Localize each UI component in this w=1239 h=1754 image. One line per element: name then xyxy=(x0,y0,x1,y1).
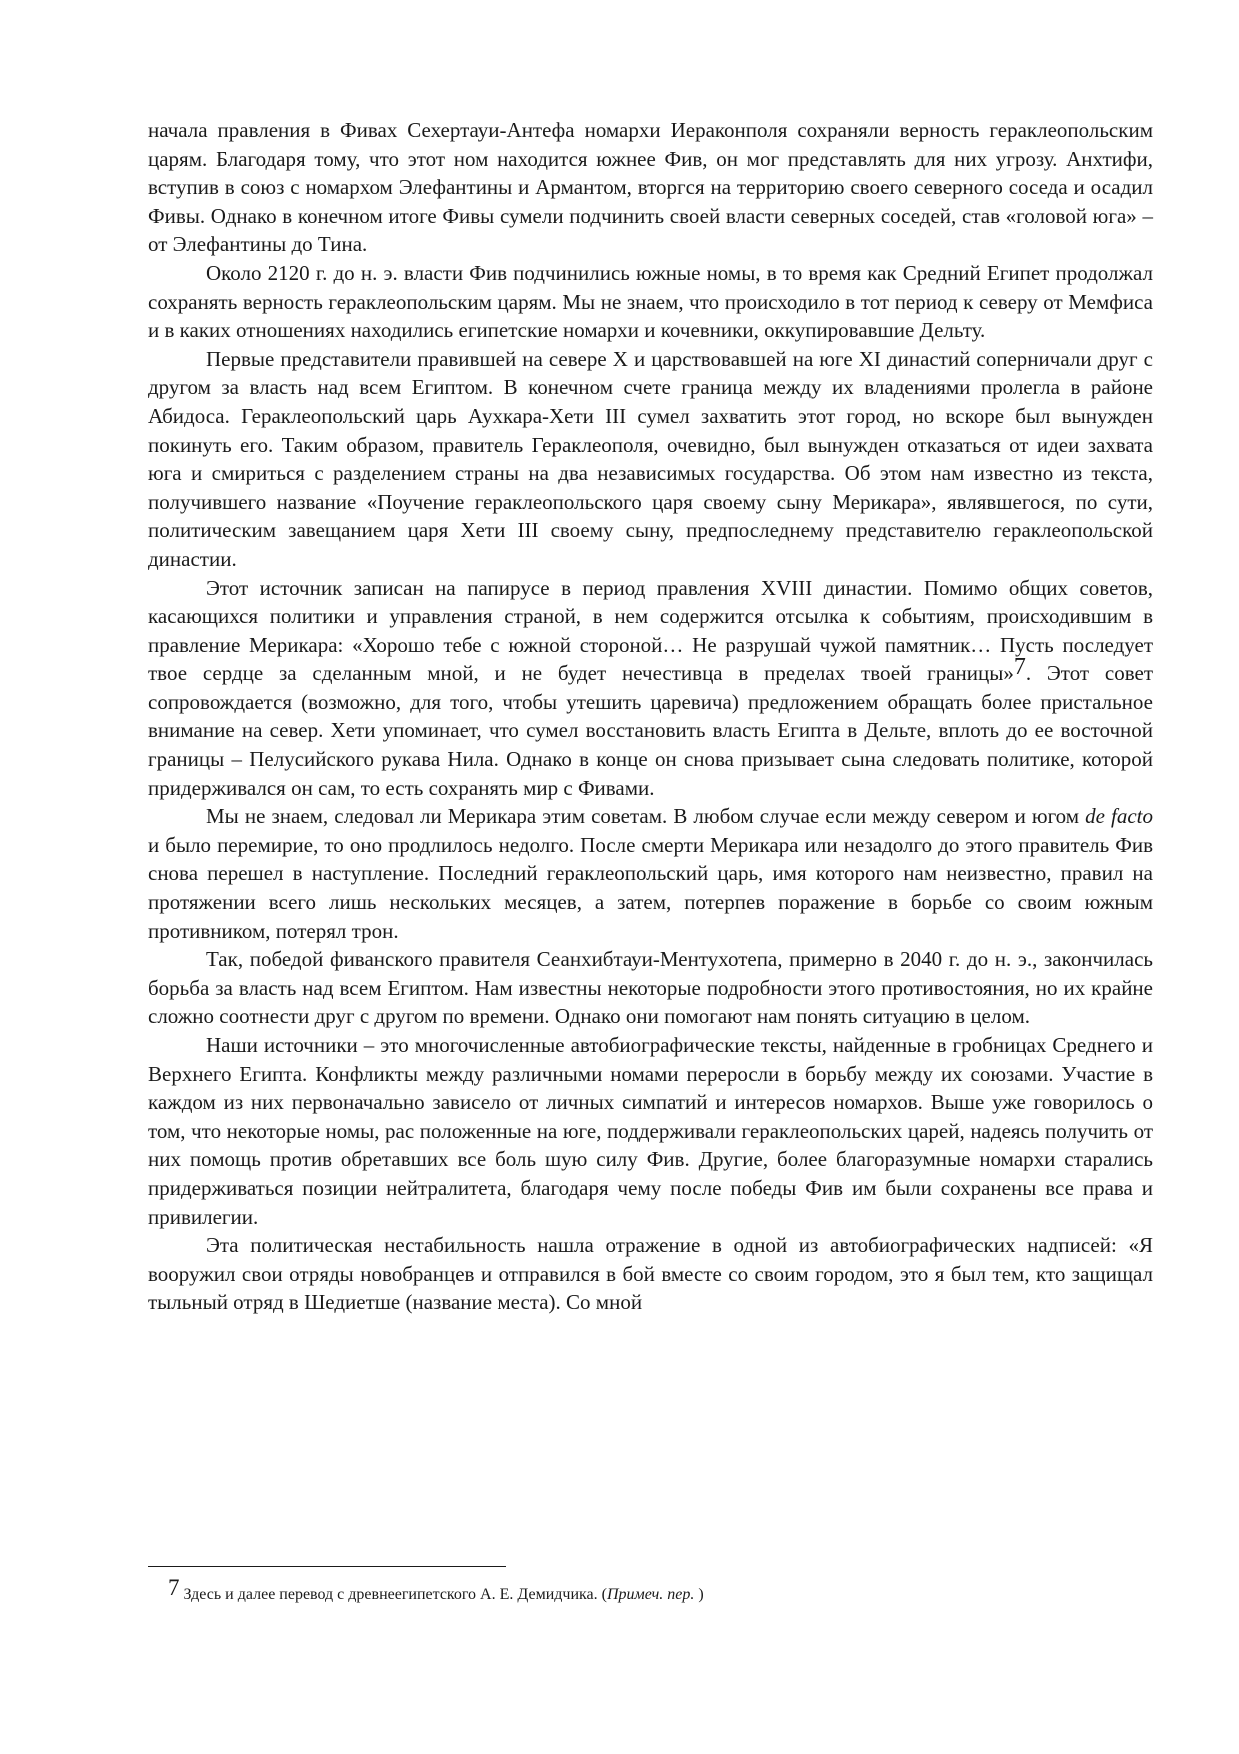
paragraph-7: Наши источники – это многочисленные автобиографические тексты, найденные в гробницах Среднего и Верхнего Египта. Конфликты между различными номами переросли в борьбу между их союзами. Участие в каждом из них первоначально зависело от личных симпатий и интересов номархов. Выше уже говорилось о том, что некоторые номы, рас положенные на юге, поддерживали гераклеопольских царей, надеясь получить от них помощь против обретавших все боль шую силу Фив. Другие, более благоразумные номархи старались придерживаться позиции нейтралитета, благодаря чему после победы Фив им были сохранены все права и привилегии. xyxy=(148,1033,1153,1229)
footnote-divider xyxy=(148,1566,506,1567)
paragraph-4 xyxy=(148,574,1153,803)
footnote-number: 7 xyxy=(168,1575,180,1600)
footnote-note-italic: Примеч. пер. xyxy=(606,1586,695,1603)
paragraph-2: Около 2120 г. до н. э. власти Фив подчинились южные номы, в то время как Средний Египет продолжал сохранять верность гераклеопольским царям. Мы не знаем, что происходило в тот период к северу от Мемфиса и в каких отношениях находились египетские номархи и кочевники, оккупировавшие Дельту. xyxy=(148,260,1153,343)
paragraph-1: начала правления в Фивах Сехертауи-Антефа номархи Иераконполя сохраняли верность гераклеопольским царям. Благодаря тому, что этот ном находится южнее Фив, он мог представлять для них угрозу. Анхтифи, вступив в союз с номархом Элефантины и Армантом, вторгся на территорию своего северного соседа и осадил Фивы. Однако в конечном итоге Фивы сумели подчинить своей власти северных соседей, став «головой юга» – от Элефантины до Тина. xyxy=(148,118,1153,257)
paragraph-3: Первые представители правившей на севере X и царствовавшей на юге XI династий соперничали друг с другом за власть над всем Египтом. В конечном счете граница между их владениями пролегла в районе Абидоса. Гераклеопольский царь Аухкара-Хети III сумел захватить этот город, но вскоре был вынужден покинуть его. Таким образом, правитель Гераклеополя, очевидно, был вынужден отказаться от идеи захвата юга и смириться с разделением страны на два независимых государства. Об этом нам известно из текста, получившего название «Поучение гераклеопольского царя своему сыну Мерикара», являвшегося, по сути, политическим завещанием царя Хети III своему сыну, предпоследнему представителю гераклеопольской династии. xyxy=(148,346,1153,571)
paragraph-8: Эта политическая нестабильность нашла отражение в одной из автобиографических надписей: «Я вооружил свои отряды новобранцев и отправился в бой вместе со своим городом, это я был тем, кто защищал тыльный отряд в Шедиетше (название места). Со мной xyxy=(148,1233,1153,1315)
paragraph-5 xyxy=(148,802,1153,945)
footnote-reference[interactable]: 7 xyxy=(1013,654,1026,681)
paragraph-4-text-before: Этот источник записан на папирусе в период правления XVIII династии. Помимо общих советов, касающихся политики и управления страной, в нем содержится отсылка к событиям, происходившим в правление Мерикара: «Хорошо тебе с южной стороной… Не разрушай чужой памятник… Пусть последует твое сердце за сделанным мной, и не будет нечестивца в пределах твоей границы» xyxy=(148,575,1153,686)
page-body xyxy=(148,116,1153,1317)
latin-term: de facto xyxy=(1085,804,1153,829)
footnote-text: Здесь и далее перевод с древнеегипетского А. Е. Демидчика. ( xyxy=(179,1586,607,1603)
footnote xyxy=(168,1575,1153,1606)
paragraph-6: Так, победой фиванского правителя Сеанхибтауи-Ментухотепа, примерно в 2040 г. до н. э., закончилась борьба за власть над всем Египтом. Нам известны некоторые подробности этого противостояния, но их крайне сложно соотнести друг с другом по времени. Однако они помогают нам понять ситуацию в целом. xyxy=(148,947,1153,1029)
paragraph-5-text-after: и было перемирие, то оно продлилось недолго. После смерти Мерикара или незадолго до этого правитель Фив снова перешел в наступление. Последний гераклеопольский царь, имя которого нам неизвестно, правил на протяжении всего лишь нескольких месяцев, а затем, потерпев поражение в борьбе со своим южным противником, потерял трон. xyxy=(148,832,1153,943)
paragraph-4-text-after: . Этот совет сопровождается (возможно, для того, чтобы утешить царевича) предложением обращать более пристальное внимание на север. Хети упоминает, что сумел восстановить власть Египта в Дельте, вплоть до ее восточной границы – Пелусийского рукава Нила. Однако в конце он снова призывает сына следовать политике, которой придерживался он сам, то есть сохранять мир с Фивами. xyxy=(148,661,1154,800)
paragraph-5-text-before: Мы не знаем, следовал ли Мерикара этим советам. В любом случае если между севером и югом xyxy=(206,804,1086,829)
footnote-text-end: ) xyxy=(694,1586,704,1603)
